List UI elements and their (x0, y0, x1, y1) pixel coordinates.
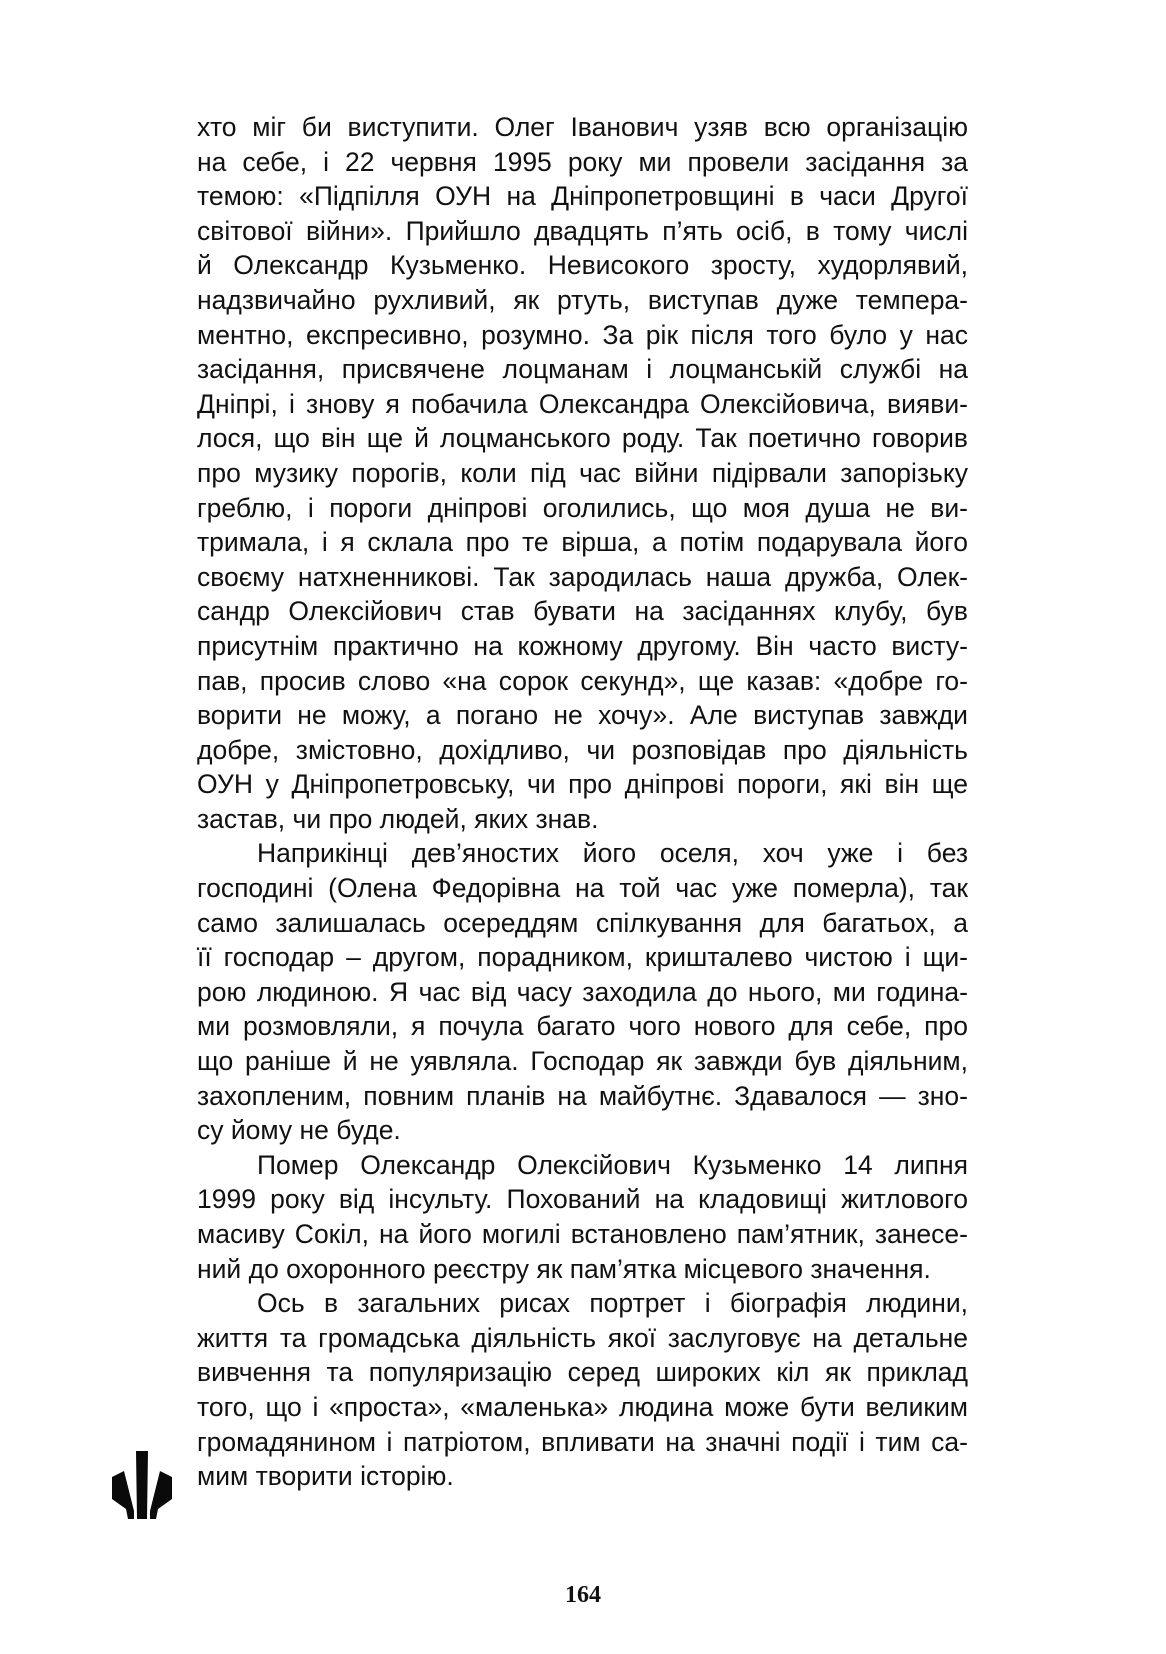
text-line: масиву Сокіл, на його могилі встановлено пам’ятник, занесе- (197, 1219, 968, 1249)
text-line: що раніше й не уявляла. Господар як завжди був діяльним, (197, 1046, 968, 1077)
text-line: ментно, експресивно, розумно. За рік після того було у нас (197, 319, 968, 350)
text-line: ОУН у Дніпропетровську, чи про дніпрові пороги, які він ще (197, 769, 968, 800)
text-line: про музику порогів, коли під час війни підірвали запорізьку (197, 457, 968, 488)
text-line: рою людиною. Я час від часу заходила до нього, ми година- (197, 976, 968, 1007)
text-line: мим творити історію. (197, 1461, 454, 1492)
paragraph (197, 1286, 968, 1494)
text-line: надзвичайно рухливий, як ртуть, виступав дуже темпера- (197, 284, 968, 315)
paragraph (197, 110, 968, 836)
text-line: греблю, і пороги дніпрові оголились, що моя душа не ви- (197, 492, 968, 523)
trident-ornament-icon (112, 1451, 172, 1519)
text-line: сандр Олексійович став бувати на засіданнях клубу, був (197, 596, 968, 627)
text-line: Наприкінці дев’яностих його оселя, хоч уже і без (257, 838, 968, 869)
paragraph (197, 836, 968, 1147)
text-line: 1999 року від інсульту. Похований на кладовищі житлового (197, 1184, 968, 1215)
text-line: ворити не можу, а погано не хочу». Але виступав завжди (197, 700, 968, 731)
text-line: громадянином і патріотом, впливати на значні події і тим са- (197, 1426, 968, 1457)
text-line: господині (Олена Федорівна на той час уже померла), так (197, 873, 968, 904)
text-line: Дніпрі, і знову я побачила Олександра Олексійовича, вияви- (197, 388, 968, 419)
page-number: 164 (565, 1582, 601, 1608)
text-line: на себе, і 22 червня 1995 року ми провели засідання за (197, 146, 968, 177)
text-line: присутнім практично на кожному другому. Він часто висту- (197, 630, 968, 661)
text-line: добре, змістовно, дохідливо, чи розповідав про діяльність (197, 734, 968, 765)
text-line: су йому не буде. (197, 1115, 401, 1146)
text-line: її господар – другом, порадником, кришталево чистою і щи- (197, 942, 968, 973)
text-line: ми розмовляли, я почула багато чого нового для себе, про (197, 1011, 968, 1042)
text-line: своєму натхненникові. Так зародилась наша дружба, Олек- (197, 561, 968, 592)
text-line: світової війни». Прийшло двадцять п’ять осіб, в тому числі (197, 215, 968, 246)
text-line: тримала, і я склала про те вірша, а потім подарувала його (197, 527, 968, 558)
text-line: Помер Олександр Олексійович Кузьменко 14 липня (257, 1149, 968, 1180)
text-line: й Олександр Кузьменко. Невисокого зросту, худорлявий, (197, 250, 968, 281)
text-line: ний до охоронного реєстру як пам’ятка місцевого значення. (197, 1253, 931, 1284)
text-line: засідання, присвячене лоцманам і лоцманській службі на (197, 354, 968, 385)
text-line: хто міг би виступити. Олег Іванович узяв всю організацію (197, 112, 968, 142)
body-text (197, 110, 968, 1494)
text-line: само залишалась осереддям спілкування для багатьох, а (197, 907, 968, 938)
text-line: лося, що він ще й лоцманського роду. Так поетично говорив (197, 423, 968, 454)
text-line: життя та громадська діяльність якої заслуговує на детальне (197, 1322, 968, 1353)
paragraph (197, 1148, 968, 1286)
text-line: темою: «Підпілля ОУН на Дніпропетровщині в часи Другої (197, 181, 968, 212)
text-line: вивчення та популяризацію серед широких кіл як приклад (197, 1357, 968, 1388)
text-line: того, що і «проста», «маленька» людина може бути великим (197, 1391, 968, 1422)
text-line: Ось в загальних рисах портрет і біографія людини, (257, 1288, 968, 1319)
text-line: пав, просив слово «на сорок секунд», ще казав: «добре го- (197, 665, 968, 696)
text-line: застав, чи про людей, яких знав. (197, 803, 599, 834)
text-line: захопленим, повним планів на майбутнє. Здавалося — зно- (197, 1080, 968, 1111)
